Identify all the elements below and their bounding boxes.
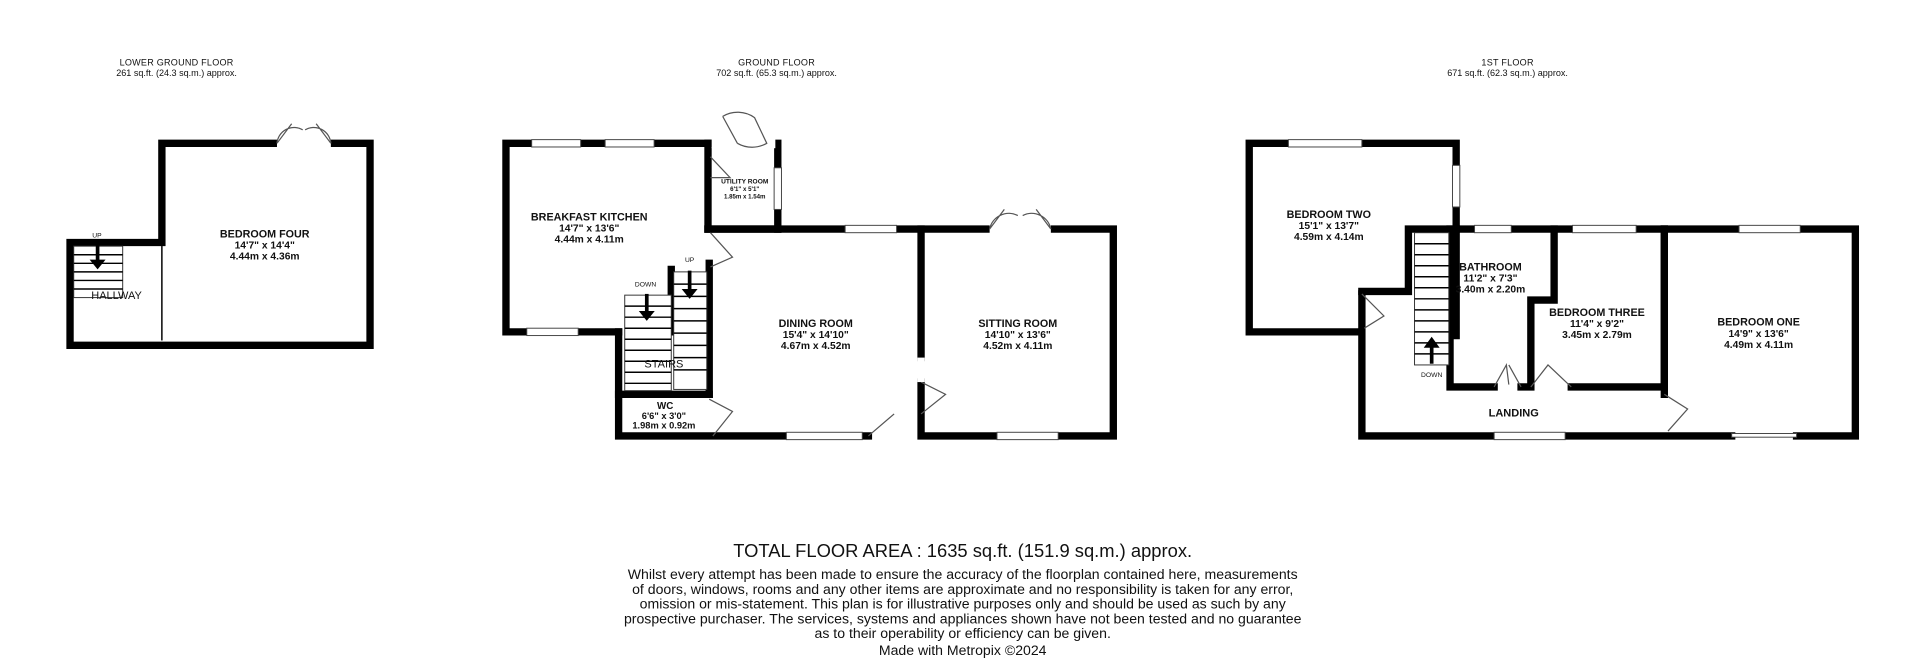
lower-ground-floor-title: LOWER GROUND FLOOR <box>119 57 234 68</box>
bedroom-four-name: BEDROOM FOUR <box>219 228 310 241</box>
bedroom-two-side-window <box>1452 165 1459 207</box>
utility-window <box>774 168 781 210</box>
stairs-label: STAIRS <box>644 358 684 371</box>
bedroom-two-metric: 4.59m x 4.14m <box>1293 232 1364 244</box>
bedroom-two-name: BEDROOM TWO <box>1286 209 1371 221</box>
first-floor-down-label: DOWN <box>1421 372 1443 380</box>
bedroom-two-window <box>1288 140 1361 147</box>
ground-floor-area: 702 sq.ft. (65.3 sq.m.) approx. <box>716 67 837 78</box>
breakfast-kitchen-name: BREAKFAST KITCHEN <box>530 211 648 224</box>
ground-floor-stairs <box>625 271 707 391</box>
bedroom-three-metric: 3.45m x 2.79m <box>1562 330 1632 342</box>
lower-ground-floor-area: 261 sq.ft. (24.3 sq.m.) approx. <box>116 67 237 78</box>
footer <box>624 540 1302 658</box>
utility-room-metric: 1.85m x 1.54m <box>724 193 766 201</box>
bedroom-one-window <box>1739 225 1800 232</box>
kitchen-window-3 <box>527 328 578 335</box>
disclaimer-line-2: of doors, windows, rooms and any other items are approximate and no responsibility is taken for any error, <box>632 580 1294 597</box>
dining-room-metric: 4.67m x 4.52m <box>780 341 851 353</box>
sitting-room-metric: 4.52m x 4.11m <box>983 341 1053 353</box>
dining-sitting-door <box>868 382 945 436</box>
breakfast-kitchen-imperial: 14'7" x 13'6" <box>559 223 620 235</box>
wc-name: WC <box>656 401 674 413</box>
utility-room-name: UTILITY ROOM <box>721 178 769 186</box>
bathroom-metric: 3.40m x 2.20m <box>1455 284 1526 296</box>
ground-up-label: UP <box>684 257 695 265</box>
landing-window <box>1494 432 1565 439</box>
wc-metric: 1.98m x 0.92m <box>632 420 696 431</box>
disclaimer-line-1: Whilst every attempt has been made to ensure the accuracy of the floorplan contained here, measurements <box>627 566 1298 583</box>
utility-room-imperial: 6'1" x 5'1" <box>730 186 760 194</box>
made-with-credit: Made with Metropix ©2024 <box>878 642 1047 658</box>
bedroom-one-name: BEDROOM ONE <box>1717 316 1800 329</box>
bedroom-four-metric: 4.44m x 4.36m <box>229 251 300 263</box>
dining-window-bottom <box>786 432 862 439</box>
dining-window-top <box>845 225 896 232</box>
dining-room-name: DINING ROOM <box>778 317 853 330</box>
wc-door <box>709 399 732 436</box>
first-floor-area: 671 sq.ft. (62.3 sq.m.) approx. <box>1447 67 1568 78</box>
breakfast-kitchen-metric: 4.44m x 4.11m <box>554 234 624 246</box>
bedroom-four-imperial: 14'7" x 14'4" <box>234 240 295 252</box>
bedroom-two-imperial: 15'1" x 13'7" <box>1298 221 1359 233</box>
hallway-label: HALLWAY <box>91 289 142 302</box>
kitchen-window-2 <box>605 140 654 147</box>
total-floor-area: TOTAL FLOOR AREA : 1635 sq.ft. (151.9 sq.m.) approx. <box>733 540 1193 562</box>
landing-label: LANDING <box>1488 407 1539 420</box>
first-floor-plan <box>1249 58 1855 440</box>
sitting-room-name: SITTING ROOM <box>978 317 1058 330</box>
disclaimer-line-3: omission or mis-statement. This plan is for illustrative purposes only and should be used as such by any <box>639 595 1286 612</box>
bedroom-one-imperial: 14'9" x 13'6" <box>1728 328 1789 340</box>
bathroom-imperial: 11'2" x 7'3" <box>1463 273 1518 285</box>
sitting-window <box>997 432 1058 439</box>
bedroom-three-door <box>1531 365 1571 387</box>
ground-down-label: DOWN <box>634 281 657 289</box>
sitting-room-imperial: 14'10" x 13'6" <box>984 330 1051 342</box>
bedroom-three-imperial: 11'4" x 9'2" <box>1569 318 1624 330</box>
lower-ground-up-label: UP <box>92 232 102 240</box>
utility-internal-door <box>710 157 730 178</box>
dining-door-gap <box>917 358 924 382</box>
stairs-door <box>710 233 732 267</box>
bathroom-name: BATHROOM <box>1459 261 1522 274</box>
bedroom-one-bottom-window <box>1732 434 1797 438</box>
bedroom-three-window <box>1572 225 1636 232</box>
first-floor-stairs <box>1415 233 1449 365</box>
dining-room-imperial: 15'4" x 14'10" <box>782 330 849 342</box>
lower-ground-floor-plan <box>70 58 370 346</box>
hallway-walls <box>70 143 370 345</box>
bedroom-four-door-gap <box>277 138 331 148</box>
kitchen-window-1 <box>532 140 581 147</box>
wc-imperial: 6'6" x 3'0" <box>641 410 687 421</box>
bathroom-double-door <box>1494 365 1521 387</box>
bedroom-one-metric: 4.49m x 4.11m <box>1724 339 1794 351</box>
sitting-room-door-gap <box>990 224 1051 234</box>
bathroom-window <box>1475 225 1512 232</box>
ground-floor-plan <box>506 58 1113 440</box>
bathroom-walls <box>1450 229 1554 387</box>
ground-floor-title: GROUND FLOOR <box>738 57 815 68</box>
first-floor-title: 1ST FLOOR <box>1481 57 1534 68</box>
disclaimer-line-5: as to their operability or efficiency can be given. <box>814 625 1111 641</box>
bedroom-three-name: BEDROOM THREE <box>1549 306 1645 319</box>
bedroom-one-door <box>1664 394 1687 431</box>
disclaimer-line-4: prospective purchaser. The services, systems and appliances shown have not been tested and no guarantee <box>623 610 1302 627</box>
